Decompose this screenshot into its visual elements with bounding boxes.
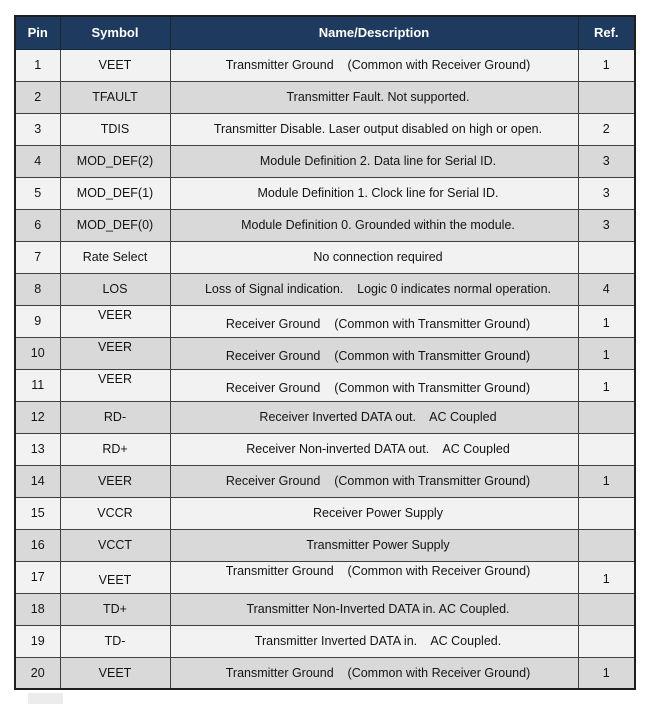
description-value: Transmitter Ground (Common with Receiver Ground) (225, 58, 531, 72)
ref-cell (578, 401, 635, 433)
symbol-cell (60, 305, 170, 337)
symbol-value: MOD_DEF(0) (76, 218, 154, 232)
symbol-value: TD+ (103, 602, 127, 616)
column-header-ref: Ref. (578, 16, 635, 49)
table-row (15, 529, 635, 561)
description-value: Receiver Ground (Common with Transmitter Ground) (225, 381, 531, 395)
table-row (15, 625, 635, 657)
ref-value: 1 (602, 58, 610, 72)
ref-cell (578, 465, 635, 497)
pin-cell (15, 113, 60, 145)
pin-value: 6 (34, 218, 42, 232)
symbol-cell (60, 657, 170, 689)
symbol-value: VEER (97, 474, 133, 488)
symbol-value: VEET (98, 573, 132, 587)
pin-value: 16 (30, 538, 45, 552)
symbol-cell (60, 433, 170, 465)
table-row (15, 369, 635, 401)
ref-value: 1 (602, 348, 610, 362)
table-row (15, 561, 635, 593)
description-cell (170, 113, 578, 145)
description-value: Loss of Signal indication. Logic 0 indicates normal operation. (204, 282, 552, 296)
symbol-value: TD- (104, 634, 126, 648)
pin-cell (15, 49, 60, 81)
table-row (15, 337, 635, 369)
description-cell (170, 241, 578, 273)
pin-value: 7 (34, 250, 42, 264)
pin-value: 15 (30, 506, 45, 520)
pin-value: 11 (31, 378, 45, 392)
ref-cell (578, 49, 635, 81)
symbol-cell (60, 241, 170, 273)
pin-value: 19 (30, 634, 45, 648)
pin-cell (15, 593, 60, 625)
ref-cell (578, 209, 635, 241)
description-value: Transmitter Ground (Common with Receiver Ground) (225, 665, 531, 680)
description-value: Receiver Inverted DATA out. AC Coupled (259, 410, 497, 424)
pin-cell (15, 273, 60, 305)
description-cell (170, 497, 578, 529)
ref-cell (578, 113, 635, 145)
description-value: Receiver Non-inverted DATA out. AC Coupled (246, 442, 510, 456)
description-value: No connection required (313, 250, 443, 264)
description-value: Transmitter Ground (Common with Receiver Ground) (225, 564, 531, 578)
symbol-cell (60, 561, 170, 593)
table-row (15, 241, 635, 273)
table-row (15, 113, 635, 145)
pin-value: 3 (34, 122, 42, 136)
ref-value: 3 (602, 218, 610, 232)
pin-cell (15, 177, 60, 209)
symbol-value: VEET (98, 665, 132, 680)
ref-cell (578, 305, 635, 337)
pin-cell (15, 401, 60, 433)
description-cell (170, 625, 578, 657)
description-value: Transmitter Disable. Laser output disabled on high or open. (213, 122, 543, 136)
description-value: Receiver Ground (Common with Transmitter Ground) (225, 317, 531, 331)
table-row (15, 401, 635, 433)
pin-cell (15, 337, 60, 369)
ref-value: 1 (602, 665, 610, 680)
pin-value: 14 (30, 474, 45, 488)
symbol-value: TFAULT (92, 90, 138, 104)
ref-cell (578, 497, 635, 529)
ref-cell (578, 273, 635, 305)
ref-cell (578, 561, 635, 593)
description-value: Module Definition 1. Clock line for Serial ID. (257, 186, 499, 200)
description-cell (170, 401, 578, 433)
pin-value: 4 (34, 154, 42, 168)
column-header-pin: Pin (15, 16, 60, 49)
pin-value: 9 (34, 314, 42, 328)
pin-cell (15, 369, 60, 401)
description-cell (170, 209, 578, 241)
ref-cell (578, 177, 635, 209)
symbol-value: TDIS (100, 122, 130, 136)
description-cell (170, 433, 578, 465)
symbol-value: Rate Select (82, 250, 148, 264)
symbol-cell (60, 337, 170, 369)
description-value: Transmitter Non-Inverted DATA in. AC Coupled. (246, 602, 510, 616)
table-header-row (15, 16, 635, 49)
pin-value: 8 (34, 282, 42, 296)
description-cell (170, 337, 578, 369)
symbol-value: VEER (97, 308, 133, 322)
description-cell (170, 465, 578, 497)
description-cell (170, 657, 578, 689)
ref-value: 1 (602, 572, 610, 586)
ref-value: 1 (602, 316, 610, 330)
pin-assignment-table (14, 15, 636, 690)
pin-cell (15, 497, 60, 529)
description-value: Receiver Ground (Common with Transmitter Ground) (225, 474, 531, 488)
ref-cell (578, 241, 635, 273)
ref-cell (578, 625, 635, 657)
table-row (15, 497, 635, 529)
description-value: Module Definition 2. Data line for Serial ID. (259, 154, 497, 168)
pin-cell (15, 625, 60, 657)
symbol-cell (60, 465, 170, 497)
symbol-cell (60, 49, 170, 81)
column-header-description: Name/Description (170, 16, 578, 49)
symbol-value: VEER (97, 372, 133, 386)
table-row (15, 433, 635, 465)
pin-cell (15, 529, 60, 561)
ref-cell (578, 369, 635, 401)
symbol-cell (60, 177, 170, 209)
table-row (15, 209, 635, 241)
description-value: Receiver Power Supply (313, 506, 443, 520)
ref-cell (578, 593, 635, 625)
symbol-cell (60, 369, 170, 401)
pin-cell (15, 433, 60, 465)
pin-cell (15, 657, 60, 689)
description-cell (170, 145, 578, 177)
symbol-value: VEET (98, 58, 132, 72)
pin-cell (15, 81, 60, 113)
description-cell (170, 49, 578, 81)
ref-cell (578, 81, 635, 113)
description-cell (170, 561, 578, 593)
pin-value: 20 (30, 665, 45, 680)
table-row (15, 273, 635, 305)
table-row (15, 465, 635, 497)
symbol-cell (60, 113, 170, 145)
pin-value: 12 (30, 410, 45, 424)
ref-cell (578, 433, 635, 465)
symbol-value: MOD_DEF(1) (76, 186, 154, 200)
symbol-value: RD- (103, 410, 127, 424)
ref-value: 2 (602, 122, 610, 136)
column-header-symbol: Symbol (60, 16, 170, 49)
table-row (15, 657, 635, 689)
pin-cell (15, 209, 60, 241)
pin-cell (15, 305, 60, 337)
symbol-cell (60, 401, 170, 433)
ref-value: 4 (602, 282, 610, 296)
symbol-cell (60, 81, 170, 113)
pin-value: 2 (34, 90, 42, 104)
pin-cell (15, 145, 60, 177)
description-cell (170, 273, 578, 305)
pin-value: 5 (34, 186, 42, 200)
symbol-value: VCCT (97, 538, 133, 552)
symbol-cell (60, 209, 170, 241)
pin-value: 17 (30, 570, 45, 584)
symbol-value: VCCR (97, 506, 133, 520)
table-row (15, 305, 635, 337)
description-cell (170, 177, 578, 209)
pin-value: 18 (30, 602, 45, 616)
ref-value: 3 (602, 154, 610, 168)
table-row (15, 593, 635, 625)
table-row (15, 49, 635, 81)
description-cell (170, 529, 578, 561)
description-value: Module Definition 0. Grounded within the module. (241, 218, 515, 232)
ref-value: 1 (602, 474, 610, 488)
table-row (15, 177, 635, 209)
pin-cell (15, 561, 60, 593)
description-value: Transmitter Power Supply (306, 538, 450, 552)
description-value: Receiver Ground (Common with Transmitter Ground) (225, 349, 531, 363)
ref-cell (578, 657, 635, 689)
ref-cell (578, 337, 635, 369)
symbol-cell (60, 273, 170, 305)
description-value: Transmitter Fault. Not supported. (286, 90, 470, 104)
partial-element-below-table (28, 693, 63, 704)
ref-cell (578, 529, 635, 561)
ref-value: 3 (602, 186, 610, 200)
table-row (15, 81, 635, 113)
symbol-cell (60, 593, 170, 625)
pin-cell (15, 241, 60, 273)
pin-value: 1 (34, 58, 42, 72)
pin-value: 13 (30, 442, 45, 456)
symbol-value: RD+ (102, 442, 128, 456)
description-cell (170, 81, 578, 113)
table-body (15, 49, 635, 689)
table-row (15, 145, 635, 177)
description-cell (170, 369, 578, 401)
pin-cell (15, 465, 60, 497)
symbol-value: LOS (102, 282, 128, 296)
symbol-value: MOD_DEF(2) (76, 154, 154, 168)
symbol-cell (60, 145, 170, 177)
ref-cell (578, 145, 635, 177)
description-cell (170, 593, 578, 625)
ref-value: 1 (602, 380, 610, 394)
description-value: Transmitter Inverted DATA in. AC Coupled. (254, 634, 502, 648)
symbol-cell (60, 529, 170, 561)
description-cell (170, 305, 578, 337)
symbol-cell (60, 625, 170, 657)
symbol-cell (60, 497, 170, 529)
symbol-value: VEER (97, 340, 133, 354)
pin-value: 10 (30, 346, 45, 360)
